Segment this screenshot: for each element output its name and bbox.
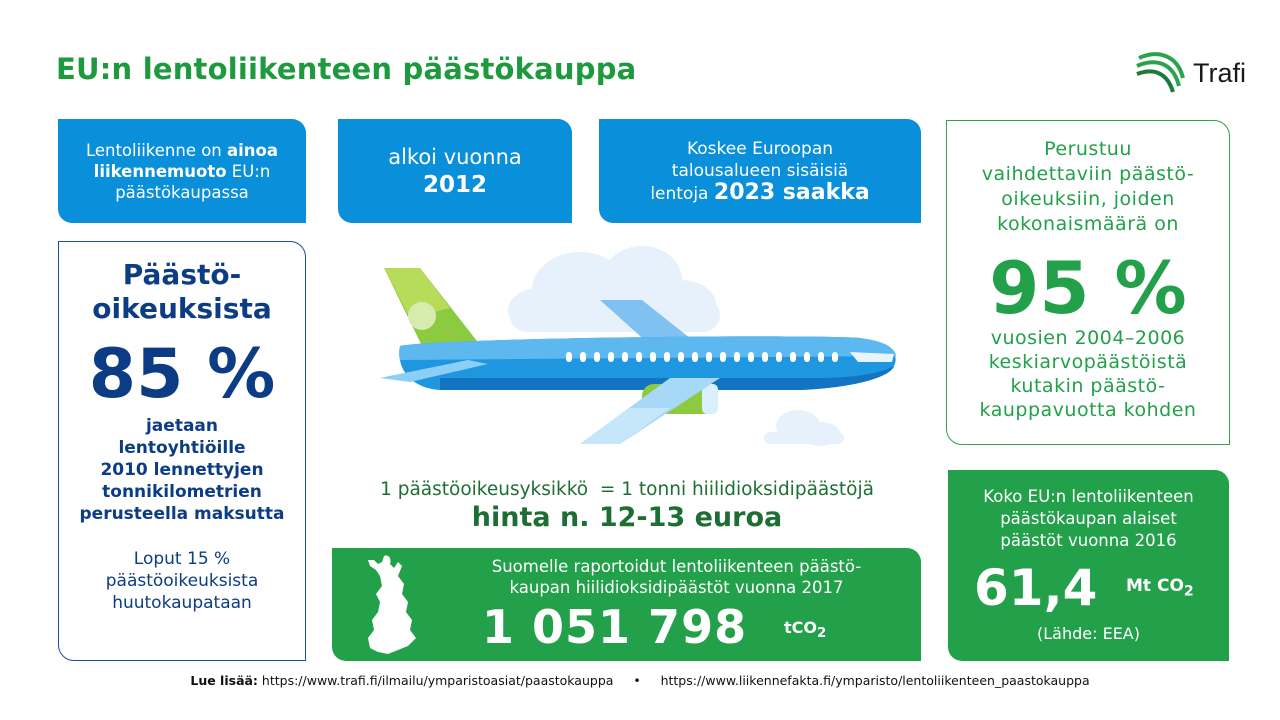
trafi-logo	[1135, 48, 1260, 100]
eu-total-box	[948, 470, 1229, 661]
cap-top-text	[947, 137, 1229, 237]
cap-line: vuosien 2004–2006	[990, 327, 1186, 349]
cloud-icon	[764, 410, 844, 446]
auction-line: huutokaupataan	[112, 593, 252, 613]
cap-line: Perustuu	[1044, 138, 1132, 160]
cap-percent: 95 %	[989, 246, 1187, 330]
scope-line1: Koskee Euroopan	[686, 138, 834, 159]
free-line: lentoyhtiöille	[118, 438, 246, 458]
footer-separator: •	[633, 673, 641, 688]
trafi-swoosh-icon	[1135, 48, 1195, 100]
mode-box	[58, 119, 306, 223]
mode-pre: Lentoliikenne on	[85, 140, 228, 160]
scope-line3-pre: lentoja	[650, 183, 714, 204]
footer	[0, 673, 1280, 688]
eu-total-unit-sub: 2	[1183, 583, 1194, 600]
cap-line: kutakin päästö-	[1010, 375, 1166, 397]
eu-total-unit-text: Mt CO	[1126, 576, 1184, 596]
auction-line: Loput 15 %	[133, 549, 231, 569]
year-box	[338, 119, 572, 223]
allowances-heading-line2: oikeuksista	[92, 292, 272, 325]
allowances-auction-text	[59, 548, 305, 614]
cap-bottom-text	[947, 326, 1229, 422]
cap-line: keskiarvopäästöistä	[988, 351, 1188, 373]
year-value: 2012	[422, 172, 487, 198]
cloud-icon	[508, 246, 720, 332]
cap-line: kokonaismäärä on	[997, 213, 1179, 235]
finland-map-icon	[362, 554, 422, 656]
allowances-free-text	[59, 415, 305, 525]
allowances-box	[58, 241, 306, 661]
scope-line2: talousalueen sisäisiä	[671, 160, 849, 181]
allowances-percent: 85 %	[88, 335, 276, 414]
footer-link-liikennefakta[interactable]: https://www.liikennefakta.fi/ymparisto/lentoliikenteen_paastokauppa	[660, 673, 1090, 688]
free-line: tonnikilometrien	[102, 482, 262, 502]
year-label: alkoi vuonna	[388, 145, 522, 169]
finland-label-line1: Suomelle raportoidut lentoliikenteen päästö-	[491, 557, 862, 576]
mode-bold: ainoa liikennemuoto	[93, 140, 279, 181]
allowances-heading-line1: Päästö-	[122, 258, 242, 291]
airplane-illustration	[380, 238, 920, 454]
cap-line: vaihdettaviin päästö-	[981, 163, 1195, 185]
free-line: 2010 lennettyjen	[100, 460, 264, 480]
mode-post: EU:n päästökaupassa	[115, 161, 271, 202]
eu-total-unit	[1126, 576, 1194, 599]
finland-label	[442, 556, 911, 598]
finland-emissions-box	[332, 548, 921, 661]
price-text: hinta n. 12-13 euroa	[471, 502, 783, 533]
eu-total-label	[948, 486, 1229, 552]
cap-line: kauppavuotta kohden	[979, 399, 1197, 421]
cap-line: oikeuksiin, joiden	[1001, 188, 1175, 210]
finland-value: 1 051 798	[482, 600, 748, 654]
eu-total-value: 61,4	[974, 559, 1098, 617]
logo-text: Trafi	[1193, 58, 1246, 88]
scope-line3-bold: 2023 saakka	[713, 179, 870, 205]
eu-total-source: (Lähde: EEA)	[1037, 624, 1140, 643]
allowances-heading	[59, 258, 305, 326]
scope-box	[599, 119, 921, 223]
finland-unit	[784, 618, 826, 641]
eu-total-line: päästöt vuonna 2016	[1000, 531, 1177, 550]
equivalence-text: 1 päästöoikeusyksikkö = 1 tonni hiilidioksidipäästöjä	[380, 479, 874, 500]
free-line: jaetaan	[145, 416, 218, 436]
cap-box	[946, 120, 1230, 445]
eu-total-line: Koko EU:n lentoliikenteen	[983, 487, 1194, 506]
page-title: EU:n lentoliikenteen päästökauppa	[56, 52, 637, 86]
finland-unit-sub: 2	[817, 626, 827, 642]
footer-label: Lue lisää:	[190, 673, 258, 688]
eu-total-line: päästökaupan alaiset	[1000, 509, 1177, 528]
footer-link-trafi[interactable]: https://www.trafi.fi/ilmailu/ymparistoasiat/paastokauppa	[261, 673, 614, 688]
finland-unit-text: tCO	[784, 618, 817, 637]
auction-line: päästöoikeuksista	[105, 571, 259, 591]
free-line: perusteella maksutta	[79, 504, 285, 524]
finland-label-line2: kaupan hiilidioksidipäästöt vuonna 2017	[509, 578, 844, 597]
